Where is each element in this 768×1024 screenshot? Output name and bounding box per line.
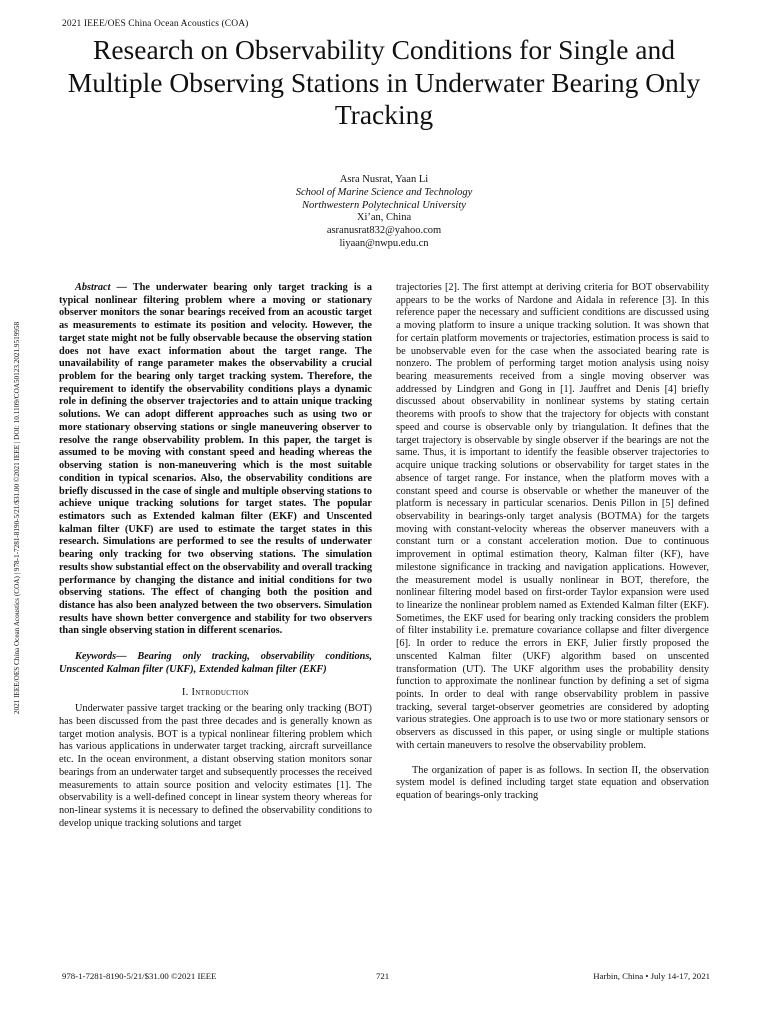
author-email-2: liyaan@nwpu.edu.cn	[339, 237, 429, 249]
intro-paragraph-2: The organization of paper is as follows. In section II, the observation system model is defined including target state equation and observation equation of bearings-only tracking	[396, 764, 709, 802]
author-school: School of Marine Science and Technology	[295, 186, 473, 198]
page-number: 721	[376, 971, 390, 981]
author-block	[184, 174, 584, 251]
footer-isbn: 978-1-7281-8190-5/21/$31.00 ©2021 IEEE	[62, 971, 217, 981]
right-column	[396, 282, 709, 803]
doi-side-note: 2021 IEEE/OES China Ocean Acoustics (COA) | 978-1-7281-8190-5/21/$31.00 ©2021 IEEE | DOI: 10.1109/COA50123.2021.9519958	[13, 321, 21, 715]
author-city: Xi’an, China	[356, 212, 412, 224]
section-title: Introduction	[191, 686, 250, 698]
author-email-1: asranusrat832@yahoo.com	[326, 225, 442, 237]
author-university: Northwestern Polytechnical University	[302, 199, 466, 211]
section-heading-introduction	[59, 687, 372, 700]
intro-paragraph-1-continued: trajectories [2]. The first attempt at deriving criteria for BOT observability appears to be the works of Nardone and Aidala in reference [3]. In this reference paper the necessary and sufficient conditions are discussed using a moving platform to insure a unique tracking solution. It was shown that for certain platform movements or trajectories, estimation process is said to be unobservable even for the case when the associated bearing rate is nonzero. The problem of performing target motion analysis using noisy bearing measurements received from a single moving observer was addressed by Lindgren and Gong in [1]. Jauffret and Denis [4] briefly discussed about observability in nonlinear systems by stating certain theorems with proofs to show that the trajectory for objects with constant speed and course is observable only by triangulation. It defines that the target trajectory is observable by single observer if the bearings are not the same. Thus, it is important to identify the feasible observer trajectories to acquire unique tracking solutions or observability for target states in the absence of target range. For instance, when the platform moves with a constant speed and course is observable or whether the maneuver of the platform is necessary in particular scenarios. Denis Pillon in [5] defined observability in bearings-only target analysis (BOTMA) for the targets moving with constant-velocity whereas the observer maneuvers with a constant turn or a constant acceleration motion. Due to continuous improvement in optimal estimation theory, Kalman filter (KF), have milestone significance in tracking and navigation applications. However, the measurement model is usually nonlinear in BOT, therefore, the nonlinear filtering model based on first-order Taylor expansion were used to linearize the nonlinear problem named as Extended Kalman filter (EKF). Sometimes, the EKF used for bearing only tracking considers the problem of filter instability i.e. premature covariance collapse and filter divergence [6]. In order to reduce the errors in EKF, Julier firstly proposed the unscented Kalman filter (UKF) algorithm based on unscented transformation (UT). The UKF algorithm uses the probability density function to approximate the nonlinear function by defining a set of sigma points. In order to deal with range observability problem in passive tracking, several target-observer geometries are considered by adopting various strategies. One approach is to use two or more stationary sensors or observers as discussed in this paper, or using single or multiple stations with certain maneuvers to resolve the observability problem.	[396, 282, 709, 751]
abstract	[59, 282, 372, 638]
section-number: I.	[181, 686, 189, 698]
footer-venue: Harbin, China • July 14-17, 2021	[593, 971, 710, 981]
paper-title: Research on Observability Conditions for Single and Multiple Observing Stations in Underwater Bearing Only Tracking	[67, 34, 701, 130]
abstract-label: Abstract —	[75, 282, 127, 293]
abstract-text: The underwater bearing only target tracking is a typical nonlinear filtering problem where a moving or stationary observer monitors the sonar bearings received from an acoustic target as measurements to estimate its position and velocity. However, the target state might not be fully observable because the observing station does not have exact information about the target range. The unavailability of range parameter makes the observability a crucial problem for the bearing only target tracking system. Therefore, the requirement to identify the observability conditions plays a dynamic role in defining the observer trajectories and to attain unique tracking solutions. We can adopt different approaches such as using two or more stationary observing stations or single maneuvering observer to resolve the range observability problem. In this paper, the target is assumed to be moving with constant speed and heading whereas the observing station is non-maneuvering which is the most suitable condition in typical scenarios. Also, the observability conditions are briefly discussed in the case of single and multiple observing stations to achieve unique tracking solutions for target states. The popular estimators such as Extended kalman filter (EKF) and Unscented kalman filter (UKF) are used to estimate the target states in this research. Simulations are performed to see the results of underwater bearing only tracking for two observing stations. The simulation results show substantial effect on the observability and overall tracking performance by changing the distance and initial conditions for two observing stations. The effect of changing both the position and distance has also been analyzed between the two observers. Simulation results have shown better convergence and stability for two observers than single observing station in different scenarios.	[59, 282, 373, 637]
author-names: Asra Nusrat, Yaan Li	[339, 174, 429, 185]
keywords: Keywords— Bearing only tracking, observability conditions, Unscented Kalman filter (UKF), Extended kalman filter (EKF)	[59, 651, 372, 675]
conference-header: 2021 IEEE/OES China Ocean Acoustics (COA)	[62, 19, 249, 29]
left-column	[59, 282, 372, 830]
intro-paragraph-1: Underwater passive target tracking or the bearing only tracking (BOT) has been discussed from the past three decades and is generally known as target motion analysis. BOT is a typical nonlinear filtering problem which has various applications in underwater target tracking, aircraft surveillance etc. In the ocean environment, a distant observing station monitors sonar bearings from an underwater target and subsequently processes the received measurements to attain source position and velocity estimates [1]. The observability is a well-defined concept in linear system theory whereas for non-linear systems it is necessary to defined the observability conditions to develop unique tracking solutions and target	[59, 703, 372, 829]
